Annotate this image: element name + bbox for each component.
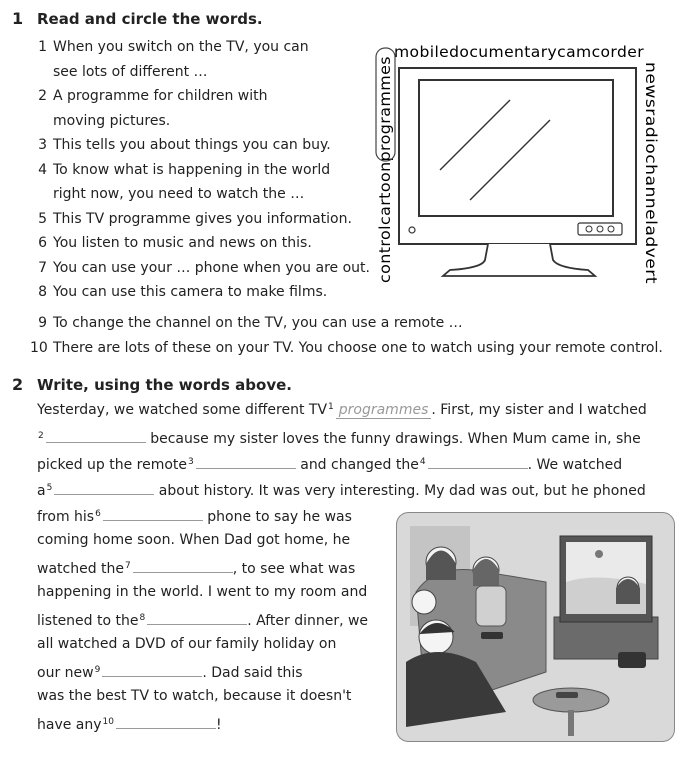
tv-screen [419,80,613,216]
question-number: 4 [38,161,47,178]
text: our new [37,665,94,681]
text: because my sister loves the funny drawings. When Mum came in, she [150,431,641,447]
ex2-line-13 [37,714,222,733]
question-1-cont: see lots of different … [53,63,208,80]
camcorder-icon [618,652,646,668]
ex2-line-11 [37,662,303,681]
question-number: 1 [38,39,47,55]
text: . After dinner, we [247,613,369,629]
question-text: You can use your … phone when you are out. [53,259,370,276]
text: phone to say he was [207,509,352,525]
exercise-2-number: 2 [12,375,24,394]
gap-number: 6 [95,509,101,519]
question-number: 7 [38,259,47,276]
question-4 [30,158,370,183]
gap-number: 2 [38,431,44,441]
answer-blank-9[interactable] [102,662,202,677]
exercise-1-title: Read and circle the words. [37,10,263,28]
ex2-line-2 [37,428,641,447]
ex2-line-3 [37,454,622,473]
question-text: This tells you about things you can buy. [53,137,331,153]
question-10 [30,336,670,361]
ex2-line-10: all watched a DVD of our family holiday on [37,636,337,652]
question-number: 9 [38,315,47,331]
question-number: 10 [30,339,48,356]
answer-blank-2[interactable] [46,428,146,443]
gap-number: 4 [419,457,426,467]
answer-blank-4[interactable] [428,454,528,469]
girl-body [476,586,506,626]
text: . We watched [527,457,623,473]
question-number: 3 [38,137,47,153]
question-list [30,35,370,305]
tv-stand [443,244,595,276]
question-6 [30,231,370,256]
ex2-line-9 [37,610,368,629]
question-text: A programme for children with [53,88,268,104]
remote-on-table-icon [556,692,578,698]
question-text: You listen to music and news on this. [53,235,312,251]
question-1 [30,35,370,60]
question-text: To change the channel on the TV, you can use a remote … [53,315,463,331]
answer-blank-8[interactable] [147,610,247,625]
question-text: To know what is happening in the world [53,161,331,178]
gap-number: 1 [328,402,334,412]
text: ! [216,717,222,733]
question-3 [30,133,370,158]
gap-number: 9 [94,665,101,675]
question-list-wide [30,311,670,360]
gap-number: 10 [102,717,114,727]
ex2-line-8: happening in the world. I went to my room and [37,584,368,600]
exercise-1-number: 1 [12,9,24,28]
question-text: This TV programme gives you information. [53,210,352,227]
table-leg [568,710,574,736]
text: about history. It was very interesting. My dad was out, but he phoned [158,483,646,499]
answer-blank-7[interactable] [133,558,233,573]
ex2-line-7 [37,558,355,577]
question-number: 6 [38,235,47,251]
question-text: When you switch on the TV, you can [53,39,309,55]
wordsearch-right: newsradiochanneladvert [642,62,660,257]
question-number: 2 [38,88,47,104]
text: . First, my sister and I watched [431,402,647,418]
text: listened to the [37,613,139,629]
gap-number: 5 [46,483,53,493]
text: watched the [37,561,125,577]
answer-blank-3[interactable] [196,454,296,469]
question-5 [30,207,370,232]
gap-number: 7 [125,561,131,571]
wordsearch-top: mobiledocumentarycamcorder [394,43,645,61]
ex2-line-1 [37,402,647,418]
gap-number: 8 [139,613,146,623]
exercise-2-title: Write, using the words above. [37,376,292,394]
question-2 [30,84,370,109]
text: and changed the [300,457,419,473]
question-8 [30,280,370,305]
text: a [37,483,46,499]
beach-ball-icon [595,550,603,558]
ex2-line-12: was the best TV to watch, because it doesn't [37,688,352,704]
text: have any [37,717,102,733]
answer-blank-10[interactable] [116,714,216,729]
boy-head [412,590,436,614]
remote-control-icon [481,632,503,639]
example-answer: programmes [336,402,432,419]
wordsearch-left: controlcartoonprogrammes [376,68,394,283]
ex2-line-4 [37,480,646,499]
family-tv-illustration [396,512,675,742]
question-text: There are lots of these on your TV. You choose one to watch using your remote control. [53,339,663,356]
text: . Dad said this [202,665,303,681]
text: Yesterday, we watched some different TV [37,402,328,418]
answer-blank-5[interactable] [54,480,154,495]
gap-number: 3 [188,457,194,467]
question-number: 8 [38,284,47,300]
text: from his [37,509,95,525]
ex2-line-6: coming home soon. When Dad got home, he [37,532,351,548]
coffee-table [533,688,609,712]
ex2-line-5 [37,506,352,525]
question-7 [30,256,370,281]
question-9 [30,311,670,336]
text: picked up the remote [37,457,188,473]
question-4-cont: right now, you need to watch the … [53,186,305,202]
wordsearch-tv [370,40,670,290]
question-2-cont: moving pictures. [53,112,171,129]
question-number: 5 [38,210,47,227]
answer-blank-6[interactable] [103,506,203,521]
text: , to see what was [232,561,356,577]
question-text: You can use this camera to make films. [53,284,328,300]
